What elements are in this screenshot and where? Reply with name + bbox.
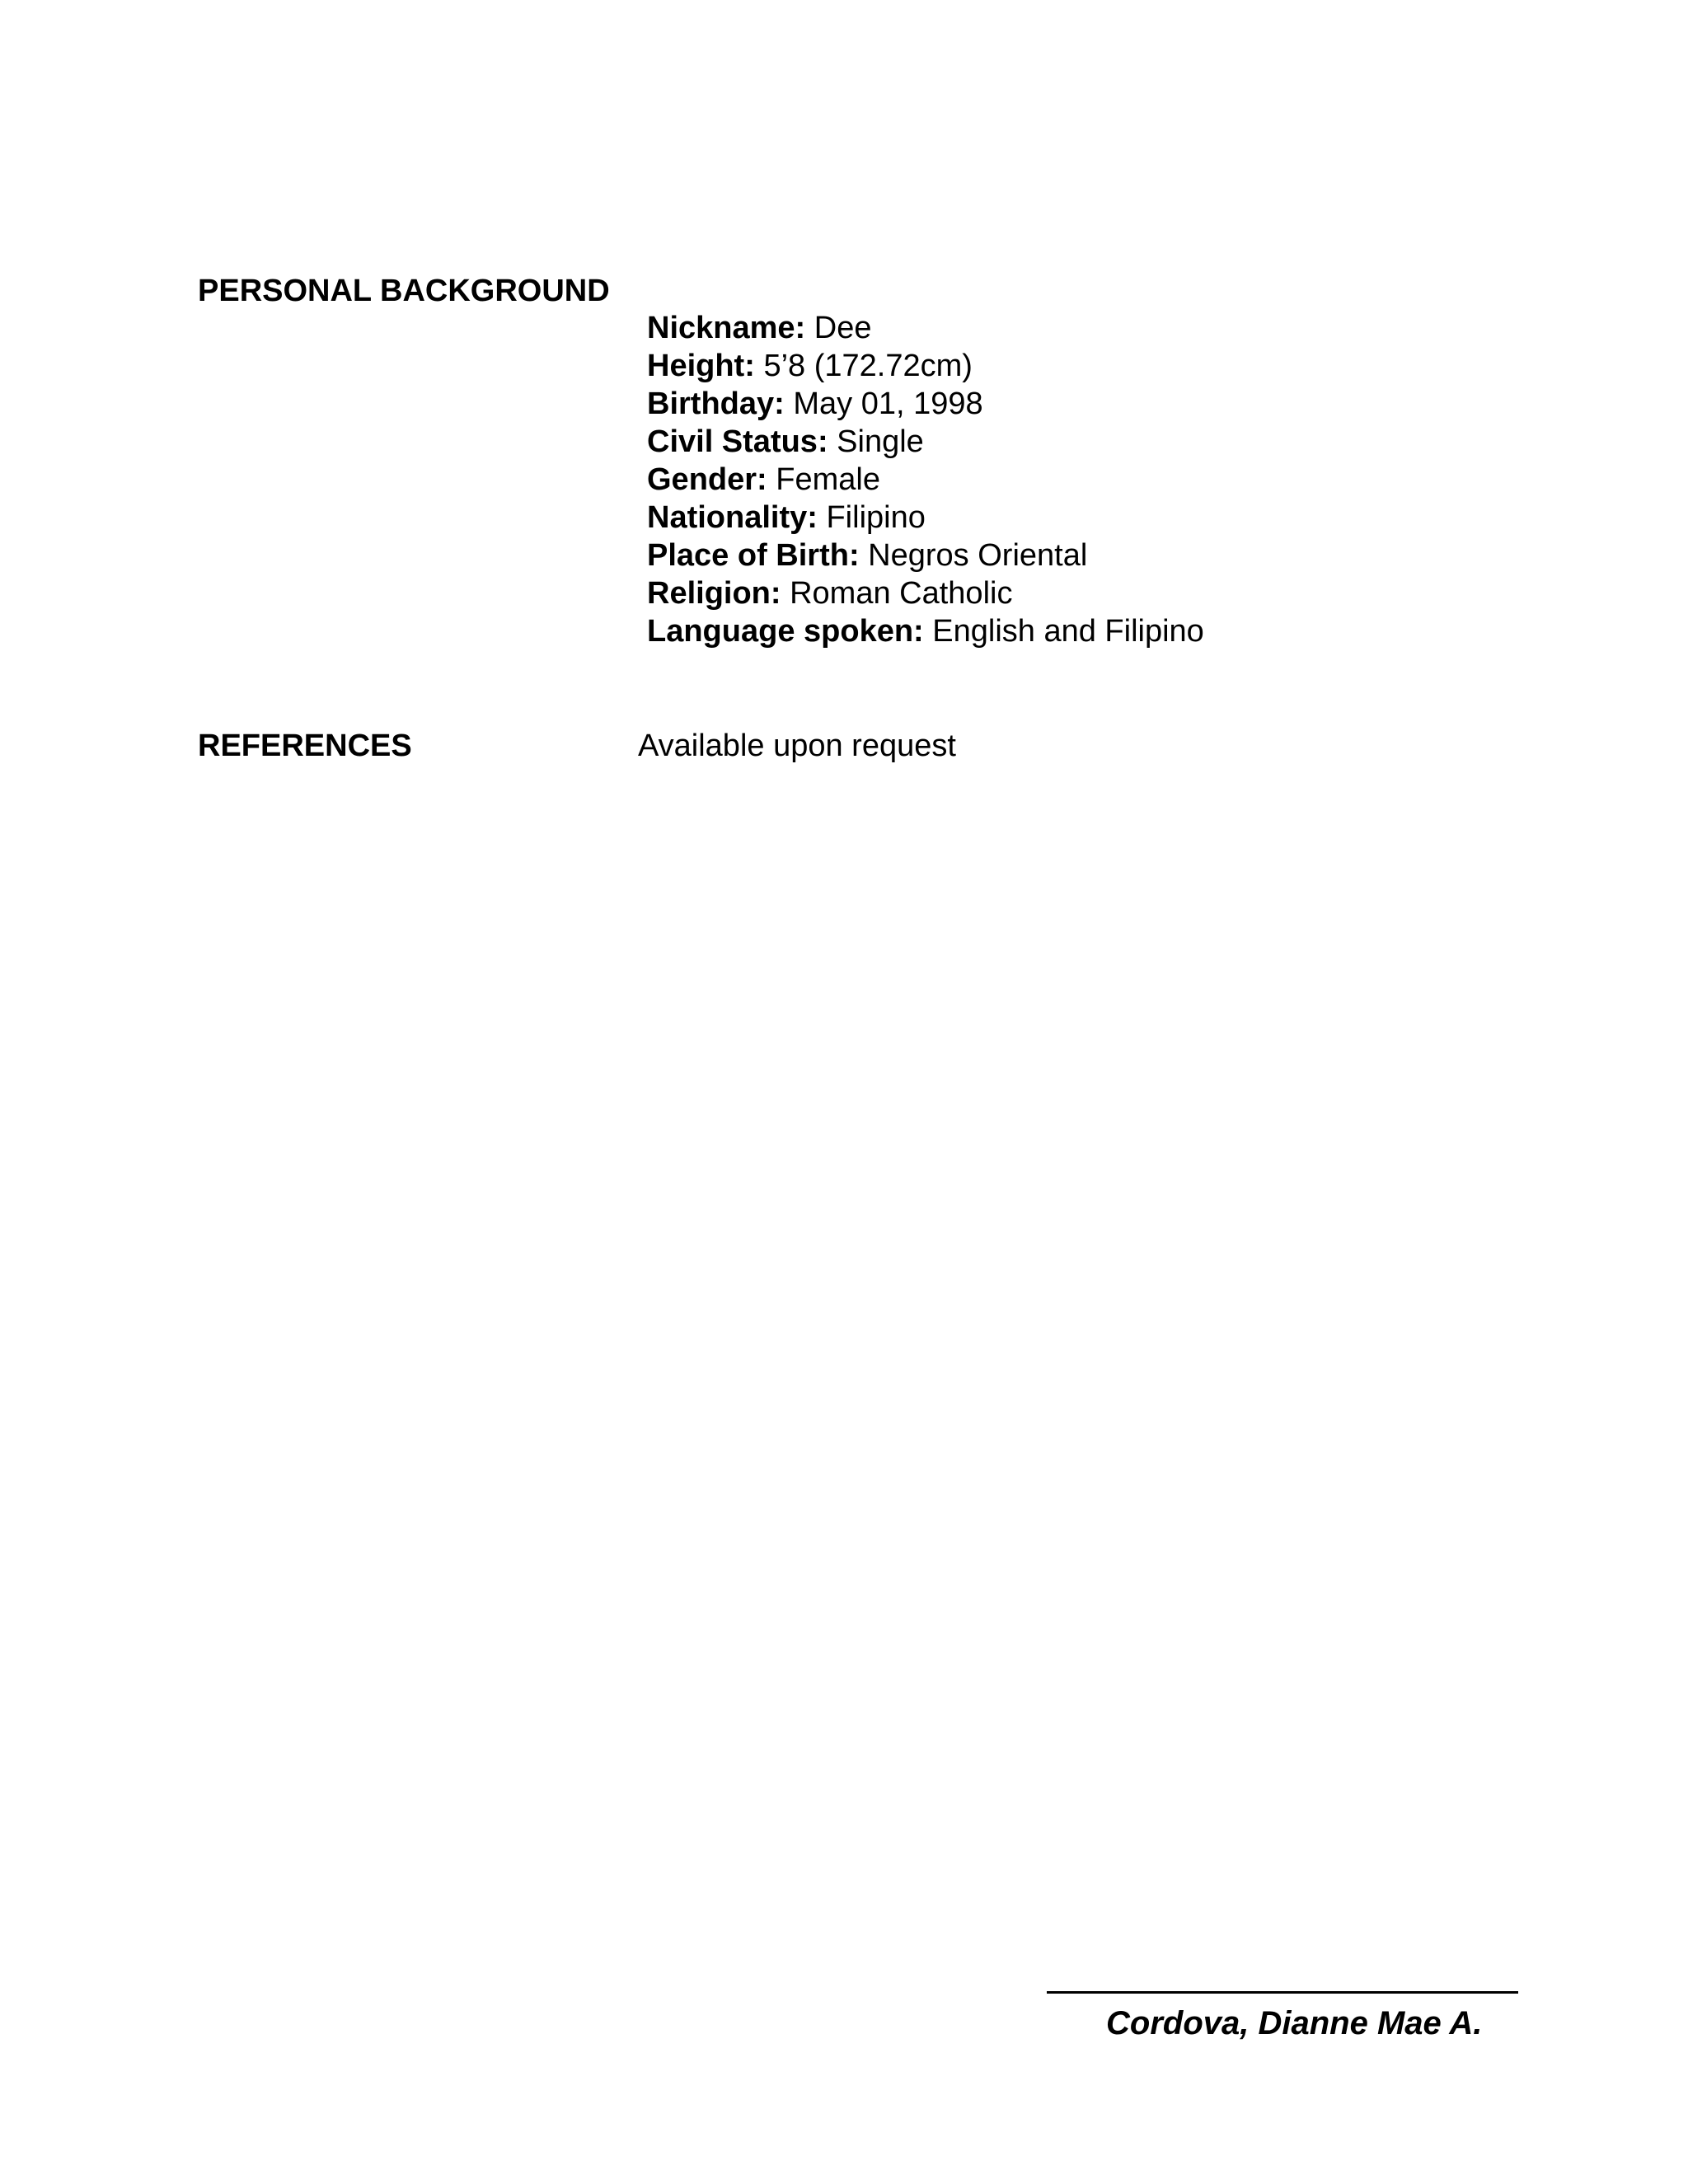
detail-place-of-birth xyxy=(647,537,1204,574)
personal-details-list xyxy=(647,309,1204,650)
detail-value: Dee xyxy=(814,311,872,345)
detail-value: 5’8 (172.72cm) xyxy=(763,349,973,383)
detail-value: Roman Catholic xyxy=(790,576,1013,611)
detail-birthday xyxy=(647,385,1204,423)
detail-label: Religion: xyxy=(647,576,781,611)
detail-religion xyxy=(647,574,1204,612)
detail-nickname xyxy=(647,309,1204,347)
references-heading: REFERENCES xyxy=(198,729,412,763)
personal-background-heading: PERSONAL BACKGROUND xyxy=(198,274,610,308)
detail-label: Language spoken: xyxy=(647,614,924,649)
detail-gender xyxy=(647,461,1204,499)
detail-value: Negros Oriental xyxy=(868,538,1088,573)
detail-label: Place of Birth: xyxy=(647,538,860,573)
detail-language-spoken xyxy=(647,612,1204,650)
detail-label: Gender: xyxy=(647,462,767,497)
detail-civil-status xyxy=(647,423,1204,461)
detail-label: Birthday: xyxy=(647,387,785,421)
detail-value: Single xyxy=(837,424,924,459)
detail-height xyxy=(647,347,1204,385)
detail-label: Civil Status: xyxy=(647,424,828,459)
detail-value: Filipino xyxy=(826,500,926,535)
signature-name: Cordova, Dianne Mae A. xyxy=(1106,2005,1483,2041)
references-value: Available upon request xyxy=(638,729,956,763)
detail-value: English and Filipino xyxy=(932,614,1204,649)
detail-label: Nationality: xyxy=(647,500,818,535)
detail-label: Nickname: xyxy=(647,311,806,345)
detail-value: May 01, 1998 xyxy=(793,387,983,421)
detail-nationality xyxy=(647,499,1204,537)
signature-line xyxy=(1047,1991,1518,1994)
detail-value: Female xyxy=(776,462,880,497)
detail-label: Height: xyxy=(647,349,755,383)
